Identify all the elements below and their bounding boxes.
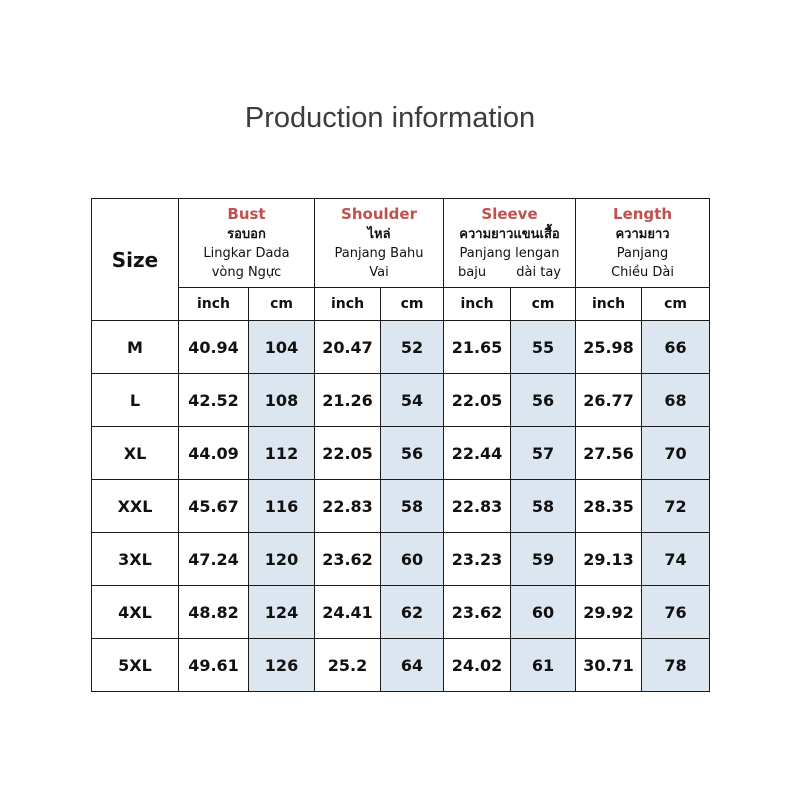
size-cell: XL [92,427,179,480]
cm-value-cell: 56 [511,374,576,427]
inch-value-cell: 25.2 [315,639,381,692]
inch-value-cell: 23.23 [444,533,511,586]
measure-title: Bust [227,205,266,223]
table-row [92,427,710,480]
inch-value-cell: 25.98 [576,321,642,374]
inch-value-cell: 49.61 [179,639,249,692]
inch-value-cell: 29.13 [576,533,642,586]
measure-header-shoulder [315,199,444,288]
cm-value-cell: 76 [642,586,710,639]
measure-title: Length [613,205,673,223]
page-title: Production information [244,102,536,134]
measure-line-split [444,263,575,282]
unit-inch: inch [315,288,381,321]
cm-value-cell: 104 [249,321,315,374]
inch-value-cell: 29.92 [576,586,642,639]
inch-value-cell: 21.65 [444,321,511,374]
size-rows [92,321,710,692]
cm-value-cell: 62 [381,586,444,639]
cm-value-cell: 52 [381,321,444,374]
measure-line: Chiều Dài [611,265,674,280]
cm-value-cell: 61 [511,639,576,692]
inch-value-cell: 48.82 [179,586,249,639]
inch-value-cell: 20.47 [315,321,381,374]
measure-line: Lingkar Dada [203,246,290,261]
measure-header-length [576,199,710,288]
cm-value-cell: 60 [511,586,576,639]
measure-line: Vai [369,265,389,280]
inch-value-cell: 21.26 [315,374,381,427]
measure-line-right: dài tay [516,265,562,280]
cm-value-cell: 54 [381,374,444,427]
inch-value-cell: 45.67 [179,480,249,533]
cm-value-cell: 57 [511,427,576,480]
inch-value-cell: 24.41 [315,586,381,639]
cm-value-cell: 64 [381,639,444,692]
size-chart-table [91,198,710,692]
unit-inch: inch [576,288,642,321]
measure-line: ความยาว [615,227,670,242]
measure-line: ไหล่ [367,227,391,242]
cm-value-cell: 55 [511,321,576,374]
cm-value-cell: 60 [381,533,444,586]
inch-value-cell: 30.71 [576,639,642,692]
size-cell: 3XL [92,533,179,586]
size-cell: 5XL [92,639,179,692]
measure-line: vòng Ngực [211,265,282,280]
unit-header-row [92,288,710,321]
unit-cm: cm [249,288,315,321]
inch-value-cell: 47.24 [179,533,249,586]
table-row [92,321,710,374]
cm-value-cell: 70 [642,427,710,480]
measure-header-sleeve [444,199,576,288]
cm-value-cell: 74 [642,533,710,586]
size-header-cell [92,199,179,321]
measure-line: Panjang [616,246,669,261]
cm-value-cell: 126 [249,639,315,692]
table-row [92,639,710,692]
cm-value-cell: 66 [642,321,710,374]
cm-value-cell: 68 [642,374,710,427]
inch-value-cell: 22.83 [315,480,381,533]
cm-value-cell: 58 [381,480,444,533]
table-row [92,374,710,427]
table-row [92,480,710,533]
cm-value-cell: 108 [249,374,315,427]
unit-cm: cm [642,288,710,321]
inch-value-cell: 23.62 [444,586,511,639]
cm-value-cell: 59 [511,533,576,586]
size-cell: 4XL [92,586,179,639]
measure-line: Panjang Bahu [334,246,424,261]
table-row [92,533,710,586]
cm-value-cell: 124 [249,586,315,639]
measure-header-bust [179,199,315,288]
inch-value-cell: 40.94 [179,321,249,374]
cm-value-cell: 56 [381,427,444,480]
measure-header-row [92,199,710,288]
measure-line: Panjang lengan [459,246,560,261]
cm-value-cell: 112 [249,427,315,480]
measure-line: ความยาวแขนเสื้อ [459,227,560,242]
size-cell: M [92,321,179,374]
inch-value-cell: 28.35 [576,480,642,533]
cm-value-cell: 116 [249,480,315,533]
inch-value-cell: 22.05 [315,427,381,480]
cm-value-cell: 72 [642,480,710,533]
inch-value-cell: 27.56 [576,427,642,480]
inch-value-cell: 22.83 [444,480,511,533]
measure-title: Sleeve [481,205,538,223]
inch-value-cell: 24.02 [444,639,511,692]
unit-inch: inch [179,288,249,321]
size-cell: L [92,374,179,427]
measure-title: Shoulder [341,205,417,223]
cm-value-cell: 78 [642,639,710,692]
inch-value-cell: 22.44 [444,427,511,480]
inch-value-cell: 23.62 [315,533,381,586]
unit-cm: cm [511,288,576,321]
measure-line-left: baju [458,265,487,280]
inch-value-cell: 22.05 [444,374,511,427]
inch-value-cell: 42.52 [179,374,249,427]
inch-value-cell: 44.09 [179,427,249,480]
table-row [92,586,710,639]
unit-inch: inch [444,288,511,321]
cm-value-cell: 58 [511,480,576,533]
inch-value-cell: 26.77 [576,374,642,427]
size-cell: XXL [92,480,179,533]
measure-line: รอบอก [227,227,266,242]
size-header: Size [111,247,159,272]
cm-value-cell: 120 [249,533,315,586]
unit-cm: cm [381,288,444,321]
